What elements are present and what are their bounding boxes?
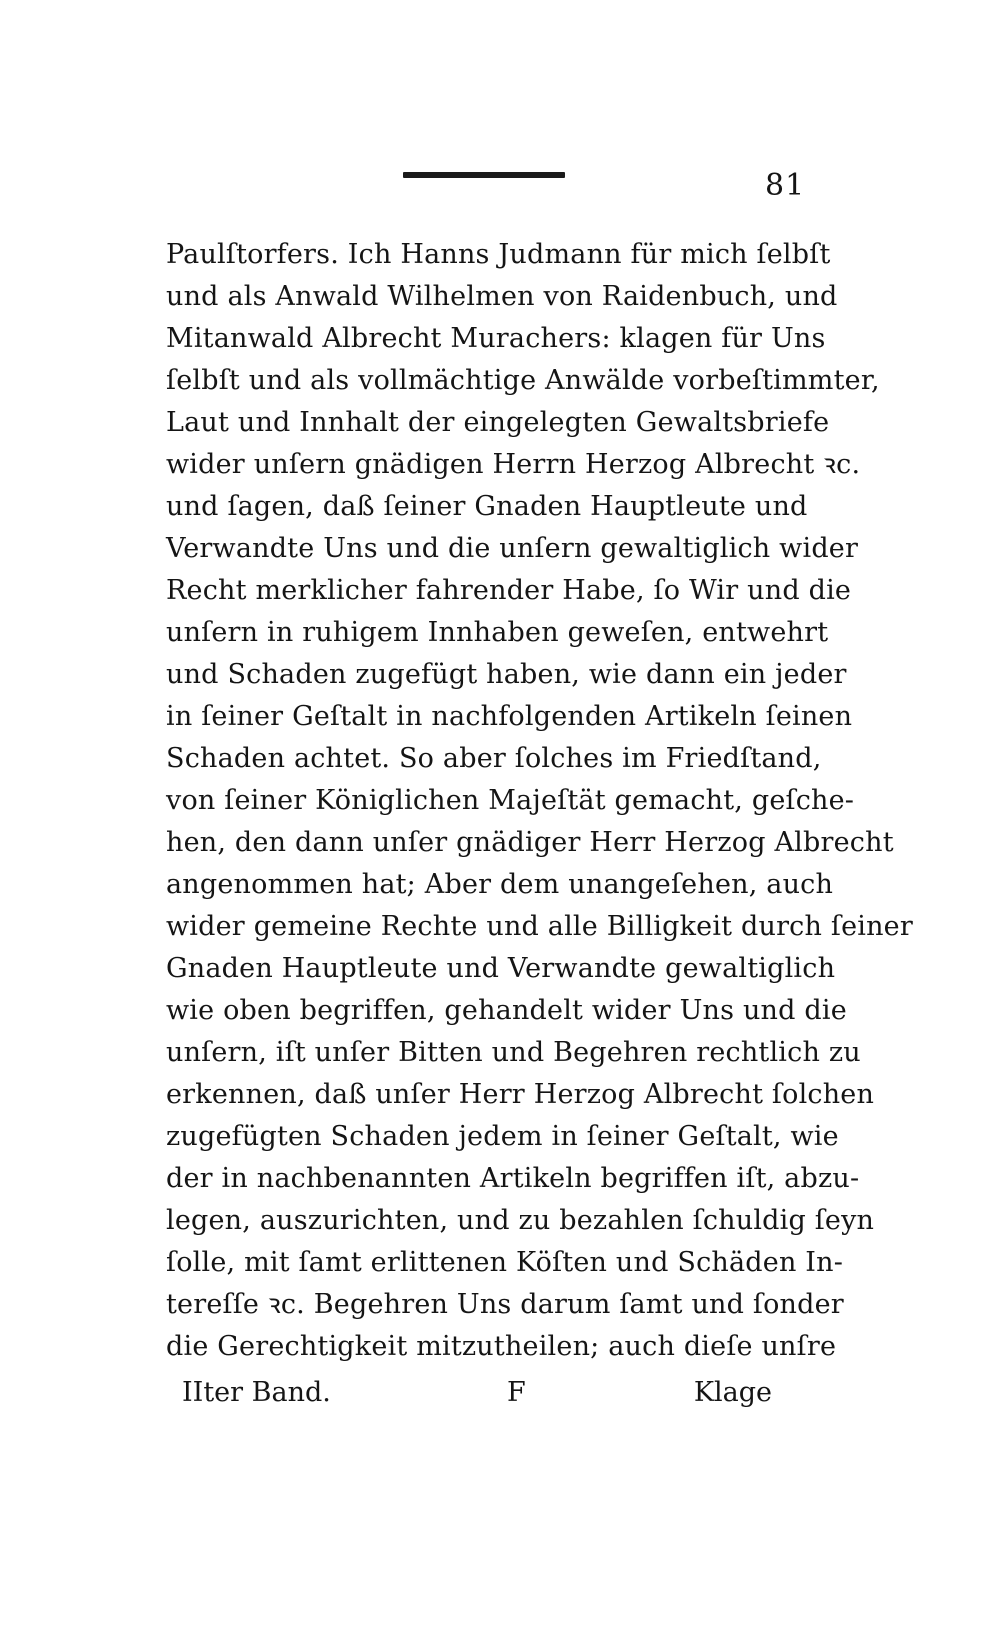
text-line: wie oben begriffen, gehandelt wider Uns und die <box>166 995 847 1026</box>
text-line: unſern in ruhigem Innhaben geweſen, entwehrt <box>166 617 829 648</box>
text-line: von ſeiner Königlichen Majeſtät gemacht, geſche- <box>166 785 855 816</box>
page-footer <box>182 1377 772 1421</box>
text-line: die Gerechtigkeit mitzutheilen; auch dieſe unſre <box>166 1331 837 1362</box>
text-line: und ſagen, daß ſeiner Gnaden Hauptleute und <box>166 491 808 522</box>
body-text <box>166 234 913 1368</box>
text-line: Verwandte Uns und die unſern gewaltiglich wider <box>166 533 859 564</box>
text-line: und als Anwald Wilhelmen von Raidenbuch, und <box>166 281 838 312</box>
text-line: tereſſe ꝛc. Begehren Uns darum ſamt und ſonder <box>166 1289 844 1320</box>
text-line: der in nachbenannten Artikeln begriffen iſt, abzu- <box>166 1163 860 1194</box>
signature-mark: F <box>507 1377 526 1408</box>
text-line: und Schaden zugefügt haben, wie dann ein jeder <box>166 659 847 690</box>
text-line: Paulſtorfers. Ich Hanns Judmann für mich ſelbſt <box>166 239 831 270</box>
text-line: Laut und Innhalt der eingelegten Gewaltsbriefe <box>166 407 830 438</box>
catchword: Klage <box>693 1377 772 1408</box>
text-line: wider unſern gnädigen Herrn Herzog Albrecht ꝛc. <box>166 449 861 480</box>
header-rule <box>403 172 565 178</box>
volume-label: IIter Band. <box>182 1377 331 1408</box>
text-line: hen, den dann unſer gnädiger Herr Herzog Albrecht <box>166 827 894 858</box>
text-line: angenommen hat; Aber dem unangeſehen, auch <box>166 869 834 900</box>
text-line: Schaden achtet. So aber ſolches im Friedſtand, <box>166 743 822 774</box>
text-line: ſolle, mit ſamt erlittenen Köſten und Schäden In- <box>166 1247 844 1278</box>
text-line: Gnaden Hauptleute und Verwandte gewaltiglich <box>166 953 836 984</box>
text-line: erkennen, daß unſer Herr Herzog Albrecht ſolchen <box>166 1079 875 1110</box>
text-line: zugefügten Schaden jedem in ſeiner Geſtalt, wie <box>166 1121 839 1152</box>
text-line: Mitanwald Albrecht Murachers: klagen für Uns <box>166 323 826 354</box>
text-line: wider gemeine Rechte und alle Billigkeit durch ſeiner <box>166 911 913 942</box>
text-line: ſelbſt und als vollmächtige Anwälde vorbeſtimmter, <box>166 365 880 396</box>
page-number: 81 <box>765 168 806 203</box>
text-line: Recht merklicher fahrender Habe, ſo Wir und die <box>166 575 852 606</box>
text-line: legen, auszurichten, und zu bezahlen ſchuldig ſeyn <box>166 1205 875 1236</box>
text-line: unſern, iſt unſer Bitten und Begehren rechtlich zu <box>166 1037 861 1068</box>
text-line: in ſeiner Geſtalt in nachfolgenden Artikeln ſeinen <box>166 701 853 732</box>
